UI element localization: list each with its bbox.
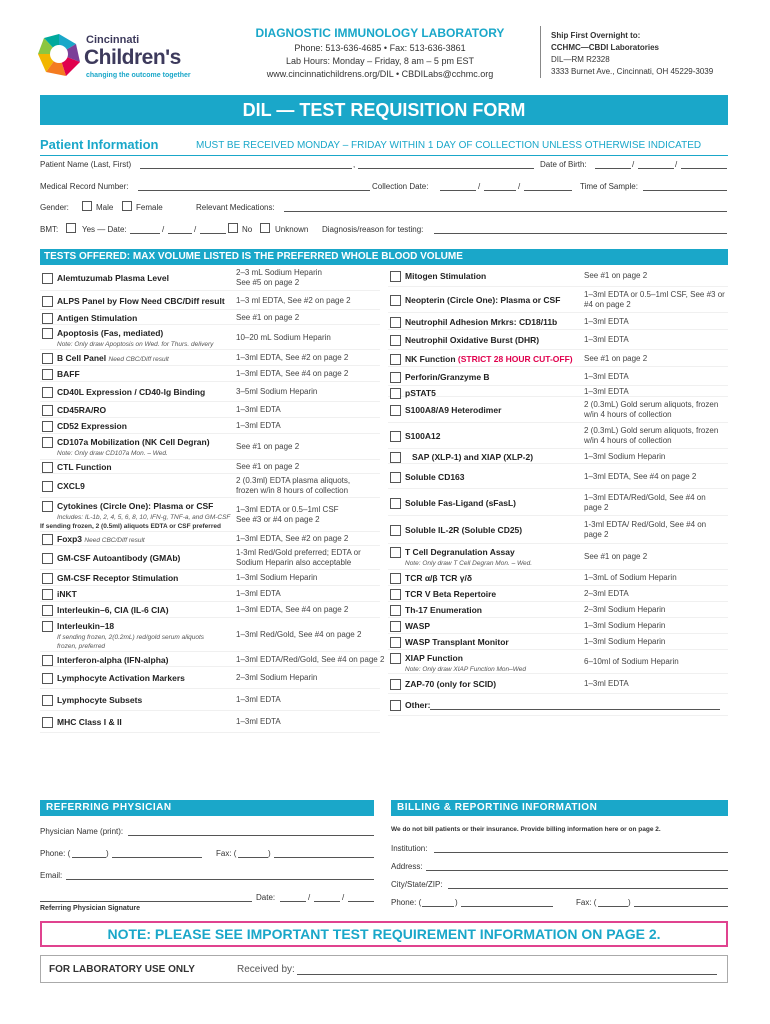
test-row xyxy=(40,460,380,474)
test-requirement: 1–3ml EDTA xyxy=(584,371,629,381)
test-row xyxy=(388,674,728,694)
test-requirement: 1–3ml EDTA xyxy=(236,717,281,726)
tests-column-right xyxy=(388,265,732,790)
test-requirement: 2–3 mL Sodium Heparin See #5 on page 2 xyxy=(236,268,322,287)
test-checkbox[interactable] xyxy=(390,498,401,509)
test-name: T Cell Degranulation Assay xyxy=(405,547,515,557)
test-checkbox[interactable] xyxy=(390,547,401,558)
physician-fax-area-field[interactable] xyxy=(238,857,268,858)
test-row xyxy=(388,313,728,330)
test-name: S100A8/A9 Heterodimer xyxy=(405,405,502,415)
test-requirement: 2 (0.3mL) Gold serum aliquots, frozen w/in 4 hours of collection xyxy=(584,400,719,419)
test-checkbox[interactable] xyxy=(390,605,401,616)
lab-use-box xyxy=(40,955,728,983)
test-row xyxy=(40,474,380,498)
test-requirement: 1–3ml EDTA, See #2 on page 2 xyxy=(236,534,349,543)
signature-day-field[interactable] xyxy=(314,901,340,902)
received-by-field[interactable] xyxy=(297,974,717,975)
collection-month-field[interactable] xyxy=(440,190,476,191)
test-name: CD45RA/RO xyxy=(57,405,107,415)
test-name: Soluble IL-2R (Soluble CD25) xyxy=(405,525,523,535)
test-row xyxy=(388,265,728,287)
test-name: Lymphocyte Activation Markers xyxy=(57,673,185,683)
test-requirement: 1–3ml EDTA xyxy=(236,405,281,414)
ship-label: Ship First Overnight to: xyxy=(551,31,641,40)
test-name-note: Need CBC/Diff result xyxy=(108,356,169,363)
physician-phone-field[interactable] xyxy=(112,857,202,858)
institution-field[interactable] xyxy=(434,852,728,853)
institution-label: Institution: xyxy=(391,844,428,853)
test-requirement: 1–3ml Sodium Heparin xyxy=(236,573,318,582)
test-checkbox[interactable] xyxy=(42,353,53,364)
lab-web-email: www.cincinnatichildrens.org/DIL • CBDILabs@cchmc.org xyxy=(266,69,494,79)
billing-fax-field[interactable] xyxy=(634,906,728,907)
test-requirement: 1–3mL of Sodium Heparin xyxy=(584,573,677,582)
test-row xyxy=(40,291,380,310)
test-requirement: 2 (0.3mL) Gold serum aliquots, frozen w/in 4 hours of collection xyxy=(584,426,719,445)
test-requirement: 2–3ml EDTA xyxy=(584,589,629,598)
mrn-field[interactable] xyxy=(138,190,370,191)
test-name: TCR V Beta Repertoire xyxy=(405,589,497,599)
test-requirement: 1–3ml EDTA xyxy=(236,421,281,430)
dob-month-field[interactable] xyxy=(595,168,631,169)
dob-label: Date of Birth: xyxy=(540,160,587,169)
test-name: ZAP-70 (only for SCID) xyxy=(405,679,497,689)
test-checkbox[interactable] xyxy=(42,589,53,600)
test-name: B Cell Panel Need CBC/Diff result xyxy=(57,353,169,363)
test-row xyxy=(40,265,380,291)
test-checkbox[interactable] xyxy=(42,534,53,545)
physician-fax-field[interactable] xyxy=(274,857,374,858)
billing-heading: BILLING & REPORTING INFORMATION xyxy=(391,800,728,816)
test-name: WASP xyxy=(405,621,431,631)
test-row xyxy=(388,570,728,586)
test-checkbox[interactable] xyxy=(42,655,53,666)
test-name: Neutrophil Oxidative Burst (DHR) xyxy=(405,335,540,345)
test-checkbox[interactable] xyxy=(42,573,53,584)
test-note: Note: Only draw CD107a Mon. – Wed. xyxy=(57,450,168,457)
test-name: Interleukin–6, CIA (IL-6 CIA) xyxy=(57,605,169,615)
test-requirement: 2–3ml Sodium Heparin xyxy=(236,673,318,682)
test-row xyxy=(388,516,728,544)
test-name: Neopterin (Circle One): Plasma or CSF xyxy=(405,295,561,305)
test-name-note: Need CBC/Diff result xyxy=(84,537,145,544)
test-requirement: 1–3ml EDTA or 0.5–1ml CSF See #3 or #4 on page 2 xyxy=(236,505,339,524)
signature-slash-2: / xyxy=(342,893,345,902)
test-requirement: 2–3ml Sodium Heparin xyxy=(584,605,666,614)
test-row xyxy=(40,498,380,532)
test-name: GM-CSF Autoantibody (GMAb) xyxy=(57,553,181,563)
test-row xyxy=(388,330,728,350)
test-name: Th-17 Enumeration xyxy=(405,605,482,615)
test-requirement: 1–3ml EDTA/Red/Gold, See #4 on page 2 xyxy=(584,492,706,512)
billing-notice: We do not bill patients or their insurance. Provide billing information here or on page 2. xyxy=(391,826,661,833)
test-row xyxy=(40,310,380,325)
test-requirement: 1–3ml EDTA/Red/Gold, See #4 on page 2 xyxy=(236,654,385,664)
time-of-sample-field[interactable] xyxy=(643,190,727,191)
test-name: TCR α/β TCR γ/δ xyxy=(405,573,473,583)
test-note: Note: Only draw T Cell Degran Mon. – Wed. xyxy=(405,560,533,567)
test-note: If sending frozen, 2(0.2mL) red/gold serum aliquots frozen, preferred xyxy=(57,634,205,650)
test-row xyxy=(388,423,728,449)
diagnosis-label: Diagnosis/reason for testing: xyxy=(322,225,424,234)
test-requirement: See #1 on page 2 xyxy=(584,353,648,363)
signature-label: Referring Physician Signature xyxy=(40,905,140,912)
signature-slash-1: / xyxy=(308,893,311,902)
cutoff-warning: (STRICT 28 HOUR CUT-OFF) xyxy=(457,353,573,364)
test-checkbox[interactable] xyxy=(390,405,401,416)
test-row xyxy=(40,546,380,570)
test-row xyxy=(388,586,728,602)
test-name: iNKT xyxy=(57,589,77,599)
test-name: Soluble CD163 xyxy=(405,471,465,482)
test-name: Interleukin–18 xyxy=(57,621,115,631)
test-checkbox[interactable] xyxy=(42,481,53,492)
test-checkbox[interactable] xyxy=(390,621,401,632)
signature-year-field[interactable] xyxy=(348,901,374,902)
other-test-field[interactable] xyxy=(430,709,720,710)
ship-line-3: 3333 Burnet Ave., Cincinnati, OH 45229-3039 xyxy=(551,67,714,76)
bmt-month-field[interactable] xyxy=(130,233,160,234)
billing-phone-label: Phone: ( xyxy=(391,898,422,907)
test-name: pSTAT5 xyxy=(405,388,436,398)
test-checkbox[interactable] xyxy=(42,605,53,616)
test-name: Interferon-alpha (IFN-alpha) xyxy=(57,654,169,665)
test-name: ALPS Panel by Flow Need CBC/Diff result xyxy=(57,295,225,306)
test-name: BAFF xyxy=(57,369,80,379)
test-requirement: See #1 on page 2 xyxy=(584,271,648,280)
test-name: Lymphocyte Subsets xyxy=(57,695,143,705)
collection-date-label: Collection Date: xyxy=(372,182,429,191)
test-checkbox[interactable] xyxy=(42,437,53,448)
bmt-day-field[interactable] xyxy=(168,233,192,234)
test-checkbox[interactable] xyxy=(42,273,53,284)
test-row xyxy=(388,618,728,634)
test-row xyxy=(388,544,728,570)
physician-fax-paren: ) xyxy=(268,849,271,858)
test-name: MHC Class I & II xyxy=(57,717,122,727)
test-name: GM-CSF Receptor Stimulation xyxy=(57,573,179,583)
test-checkbox[interactable] xyxy=(390,679,401,690)
male-checkbox[interactable] xyxy=(82,201,92,211)
test-requirement: 1–3ml Sodium Heparin xyxy=(584,637,666,646)
city-state-zip-label: City/State/ZIP: xyxy=(391,880,443,889)
test-requirement: 1–3ml EDTA, See #4 on page 2 xyxy=(584,471,697,481)
patient-name-label: Patient Name (Last, First) xyxy=(40,160,132,169)
test-name: CXCL9 xyxy=(57,481,85,491)
test-checkbox[interactable] xyxy=(42,717,53,728)
test-checkbox[interactable] xyxy=(390,637,401,648)
test-requirement: 6–10ml of Sodium Heparin xyxy=(584,657,679,666)
test-checkbox[interactable] xyxy=(390,317,401,328)
test-checkbox[interactable] xyxy=(42,296,53,307)
test-checkbox[interactable] xyxy=(390,452,401,463)
test-row xyxy=(40,711,380,733)
form-title: DIL — TEST REQUISITION FORM xyxy=(40,95,728,125)
test-note: Includes: IL-1b, 2, 4, 5, 6, 8, 10, IFN-g, TNF-a, and GM-CSF xyxy=(57,514,231,521)
physician-signature-field[interactable] xyxy=(40,901,252,902)
physician-phone-area-field[interactable] xyxy=(72,857,106,858)
collection-slash-2: / xyxy=(518,182,521,191)
test-row xyxy=(40,402,380,418)
test-name: Apoptosis (Fas, mediated) xyxy=(57,328,164,338)
test-checkbox[interactable] xyxy=(390,372,401,383)
logo-mark-icon xyxy=(36,32,82,78)
test-checkbox[interactable] xyxy=(390,700,401,711)
test-requirement: 1–3ml EDTA xyxy=(236,589,281,598)
test-requirement: See #1 on page 2 xyxy=(236,312,300,322)
bmt-slash-2: / xyxy=(194,225,197,234)
test-requirement: 1–3ml EDTA xyxy=(584,335,629,344)
page-2-note: NOTE: PLEASE SEE IMPORTANT TEST REQUIREMENT INFORMATION ON PAGE 2. xyxy=(40,921,728,947)
signature-month-field[interactable] xyxy=(280,901,306,902)
test-checkbox[interactable] xyxy=(42,369,53,380)
test-requirement: 2 (0.3ml) EDTA plasma aliquots, frozen w/in 8 hours of collection xyxy=(236,476,351,495)
test-requirement: 1–3ml EDTA xyxy=(236,695,281,704)
receipt-notice: MUST BE RECEIVED MONDAY – FRIDAY WITHIN 1 DAY OF COLLECTION UNLESS OTHERWISE INDICATED xyxy=(196,140,702,151)
billing-phone-paren: ) xyxy=(455,898,458,907)
male-label: Male xyxy=(96,203,114,212)
test-name: Other: xyxy=(405,700,431,710)
dob-year-field[interactable] xyxy=(681,168,727,169)
signature-date-label: Date: xyxy=(256,893,276,902)
test-requirement: See #1 on page 2 xyxy=(584,552,648,561)
test-name: Neutrophil Adhesion Mrkrs: CD18/11b xyxy=(405,316,558,327)
test-checkbox[interactable] xyxy=(42,405,53,416)
billing-phone-area-field[interactable] xyxy=(422,906,454,907)
name-comma: , xyxy=(353,160,356,169)
test-checkbox[interactable] xyxy=(390,653,401,664)
test-requirement: 1–3ml EDTA, See #4 on page 2 xyxy=(236,605,349,614)
test-checkbox[interactable] xyxy=(42,462,53,473)
test-checkbox[interactable] xyxy=(42,621,53,632)
test-row xyxy=(40,325,380,350)
time-of-sample-label: Time of Sample: xyxy=(580,182,638,191)
test-name: SAP (XLP-1) and XIAP (XLP-2) xyxy=(412,451,534,462)
logo-tagline: changing the outcome together xyxy=(86,72,191,79)
physician-phone-label: Phone: ( xyxy=(40,849,71,858)
patient-info-heading: Patient Information xyxy=(40,137,159,152)
logo-line-2: Children's xyxy=(84,46,181,69)
test-requirement: 1–3ml EDTA or 0.5–1ml CSF, See #3 or #4 on page 2 xyxy=(584,290,725,309)
physician-fax-label: Fax: ( xyxy=(216,849,237,858)
test-requirement: 1-3ml EDTA/ Red/Gold, See #4 on page 2 xyxy=(584,520,707,539)
test-requirement: 1–3ml Sodium Heparin xyxy=(584,621,666,630)
test-name: XIAP Function xyxy=(405,653,463,663)
test-checkbox[interactable] xyxy=(390,472,401,483)
test-name: Foxp3 Need CBC/Diff result xyxy=(57,534,145,544)
physician-email-label: Email: xyxy=(40,871,63,880)
test-name: CD52 Expression xyxy=(57,421,127,431)
test-checkbox[interactable] xyxy=(42,673,53,684)
test-row xyxy=(388,464,728,489)
test-name: Cytokines (Circle One): Plasma or CSF xyxy=(57,501,214,511)
test-name: Alemtuzumab Plasma Level xyxy=(57,273,169,283)
test-checkbox[interactable] xyxy=(42,553,53,564)
female-checkbox[interactable] xyxy=(122,201,132,211)
dob-slash-1: / xyxy=(632,160,635,169)
test-requirement: 1–3ml EDTA, See #4 on page 2 xyxy=(236,369,349,378)
received-by-label: Received by: xyxy=(237,964,295,975)
address-label: Address: xyxy=(391,862,423,871)
test-name: WASP Transplant Monitor xyxy=(405,637,509,647)
address-field[interactable] xyxy=(426,870,728,871)
test-row xyxy=(388,397,728,423)
test-checkbox[interactable] xyxy=(390,354,401,365)
test-checkbox[interactable] xyxy=(390,295,401,306)
test-requirement: 1–3ml EDTA xyxy=(584,387,629,396)
test-name: CTL Function xyxy=(57,462,112,472)
referring-physician-heading: REFERRING PHYSICIAN xyxy=(40,800,374,816)
bmt-label: BMT: xyxy=(40,225,59,234)
test-requirement: 10–20 mL Sodium Heparin xyxy=(236,332,331,342)
bmt-yes-date-label: Yes — Date: xyxy=(82,225,127,234)
logo-line-1: Cincinnati xyxy=(86,34,140,46)
physician-name-field[interactable] xyxy=(128,835,374,836)
test-checkbox[interactable] xyxy=(42,387,53,398)
test-requirement: See #1 on page 2 xyxy=(236,442,300,451)
ship-line-2: DIL—RM R2328 xyxy=(551,55,610,64)
test-requirement: 1–3 ml EDTA, See #2 on page 2 xyxy=(236,295,351,305)
lab-use-heading: FOR LABORATORY USE ONLY xyxy=(49,964,195,975)
physician-email-field[interactable] xyxy=(66,879,374,880)
bmt-slash-1: / xyxy=(162,225,165,234)
test-name: CD107a Mobilization (NK Cell Degran) xyxy=(57,437,210,447)
medications-field[interactable] xyxy=(284,211,727,212)
test-name: Perforin/Granzyme B xyxy=(405,371,490,382)
test-checkbox[interactable] xyxy=(390,525,401,536)
lab-phone-fax: Phone: 513-636-4685 • Fax: 513-636-3861 xyxy=(294,43,466,53)
patient-divider xyxy=(40,155,728,156)
collection-year-field[interactable] xyxy=(524,190,572,191)
medications-label: Relevant Medications: xyxy=(196,203,275,212)
tests-column-left xyxy=(40,265,384,790)
ship-line-1: CCHMC—CBDI Laboratories xyxy=(551,43,660,52)
test-checkbox[interactable] xyxy=(42,421,53,432)
test-requirement: 3–5ml Sodium Heparin xyxy=(236,387,318,396)
header-divider xyxy=(540,26,541,78)
test-note: Note: Only draw Apoptosis on Wed. for Thurs. delivery xyxy=(57,341,214,348)
dob-day-field[interactable] xyxy=(638,168,674,169)
test-name: NK Function (STRICT 28 HOUR CUT-OFF) xyxy=(405,353,573,364)
tests-offered-heading: TESTS OFFERED: MAX VOLUME LISTED IS THE PREFERRED WHOLE BLOOD VOLUME xyxy=(40,249,728,265)
test-name: Antigen Stimulation xyxy=(57,312,138,323)
test-row xyxy=(40,586,380,602)
tests-table xyxy=(40,265,728,790)
test-name: CD40L Expression / CD40-lg Binding xyxy=(57,387,206,397)
test-note: Note: Only draw XIAP Function Mon–Wed xyxy=(405,666,527,673)
test-checkbox[interactable] xyxy=(390,335,401,346)
bmt-year-field[interactable] xyxy=(200,233,226,234)
bmt-unknown-checkbox[interactable] xyxy=(260,223,270,233)
collection-day-field[interactable] xyxy=(484,190,516,191)
lab-hours: Lab Hours: Monday – Friday, 8 am – 5 pm EST xyxy=(286,56,474,66)
test-checkbox[interactable] xyxy=(42,695,53,706)
test-requirement: 1–3ml Red/Gold, See #4 on page 2 xyxy=(236,630,362,639)
test-checkbox[interactable] xyxy=(42,313,53,324)
test-checkbox[interactable] xyxy=(390,431,401,442)
test-requirement: 1–3ml EDTA, See #2 on page 2 xyxy=(236,353,349,362)
bmt-no-label: No xyxy=(242,225,253,234)
ship-to-block xyxy=(551,30,751,78)
billing-fax-paren: ) xyxy=(628,898,631,907)
test-row xyxy=(40,652,385,667)
billing-phone-field[interactable] xyxy=(461,906,553,907)
test-checkbox[interactable] xyxy=(390,271,401,282)
physician-name-label: Physician Name (print): xyxy=(40,827,124,836)
test-row xyxy=(40,382,380,402)
test-checkbox[interactable] xyxy=(42,501,53,512)
bmt-no-checkbox[interactable] xyxy=(228,223,238,233)
test-row xyxy=(40,366,380,382)
billing-fax-area-field[interactable] xyxy=(598,906,628,907)
test-row xyxy=(40,434,380,460)
test-row xyxy=(40,618,380,652)
dob-slash-2: / xyxy=(675,160,678,169)
patient-last-name-field[interactable] xyxy=(140,168,352,169)
lab-title: DIAGNOSTIC IMMUNOLOGY LABORATORY xyxy=(255,26,505,40)
test-row xyxy=(388,650,728,674)
test-row xyxy=(388,634,728,650)
test-row xyxy=(40,667,380,689)
test-row xyxy=(388,386,728,397)
test-name: Mitogen Stimulation xyxy=(405,271,487,281)
test-requirement: See #1 on page 2 xyxy=(236,462,300,471)
test-row xyxy=(388,449,728,464)
test-note-frozen: If sending frozen, 2 (0.5ml) aliquots EDTA or CSF preferred xyxy=(40,523,221,530)
test-row xyxy=(388,287,728,313)
collection-slash-1: / xyxy=(478,182,481,191)
physician-phone-paren: ) xyxy=(106,849,109,858)
test-row xyxy=(40,418,380,434)
test-checkbox[interactable] xyxy=(390,589,401,600)
test-row xyxy=(388,367,728,386)
diagnosis-field[interactable] xyxy=(434,233,727,234)
billing-fax-label: Fax: ( xyxy=(576,898,597,907)
test-name: Soluble Fas-Ligand (sFasL) xyxy=(405,497,516,508)
test-requirement: 1–3ml EDTA xyxy=(584,316,629,326)
test-requirement: 1–3ml EDTA xyxy=(584,679,629,688)
cincinnati-childrens-logo xyxy=(36,28,196,86)
test-row xyxy=(388,602,728,618)
test-checkbox[interactable] xyxy=(390,573,401,584)
patient-first-name-field[interactable] xyxy=(358,168,534,169)
gender-label: Gender: xyxy=(40,203,69,212)
bmt-yes-checkbox[interactable] xyxy=(66,223,76,233)
test-row xyxy=(40,350,380,366)
test-requirement: 1-3ml Red/Gold preferred; EDTA or Sodium Heparin also acceptable xyxy=(236,548,361,567)
test-checkbox[interactable] xyxy=(42,328,53,339)
test-requirement: 1–3ml Sodium Heparin xyxy=(584,451,666,461)
test-row xyxy=(40,570,380,586)
test-row xyxy=(388,350,728,367)
test-row xyxy=(388,489,728,516)
female-label: Female xyxy=(136,203,163,212)
test-row xyxy=(40,532,380,546)
city-state-zip-field[interactable] xyxy=(448,888,728,889)
test-row xyxy=(40,689,380,711)
mrn-label: Medical Record Number: xyxy=(40,182,129,191)
test-name: S100A12 xyxy=(405,431,441,441)
test-row xyxy=(388,694,728,716)
bmt-unknown-label: Unknown xyxy=(275,225,309,234)
test-row xyxy=(40,602,380,618)
